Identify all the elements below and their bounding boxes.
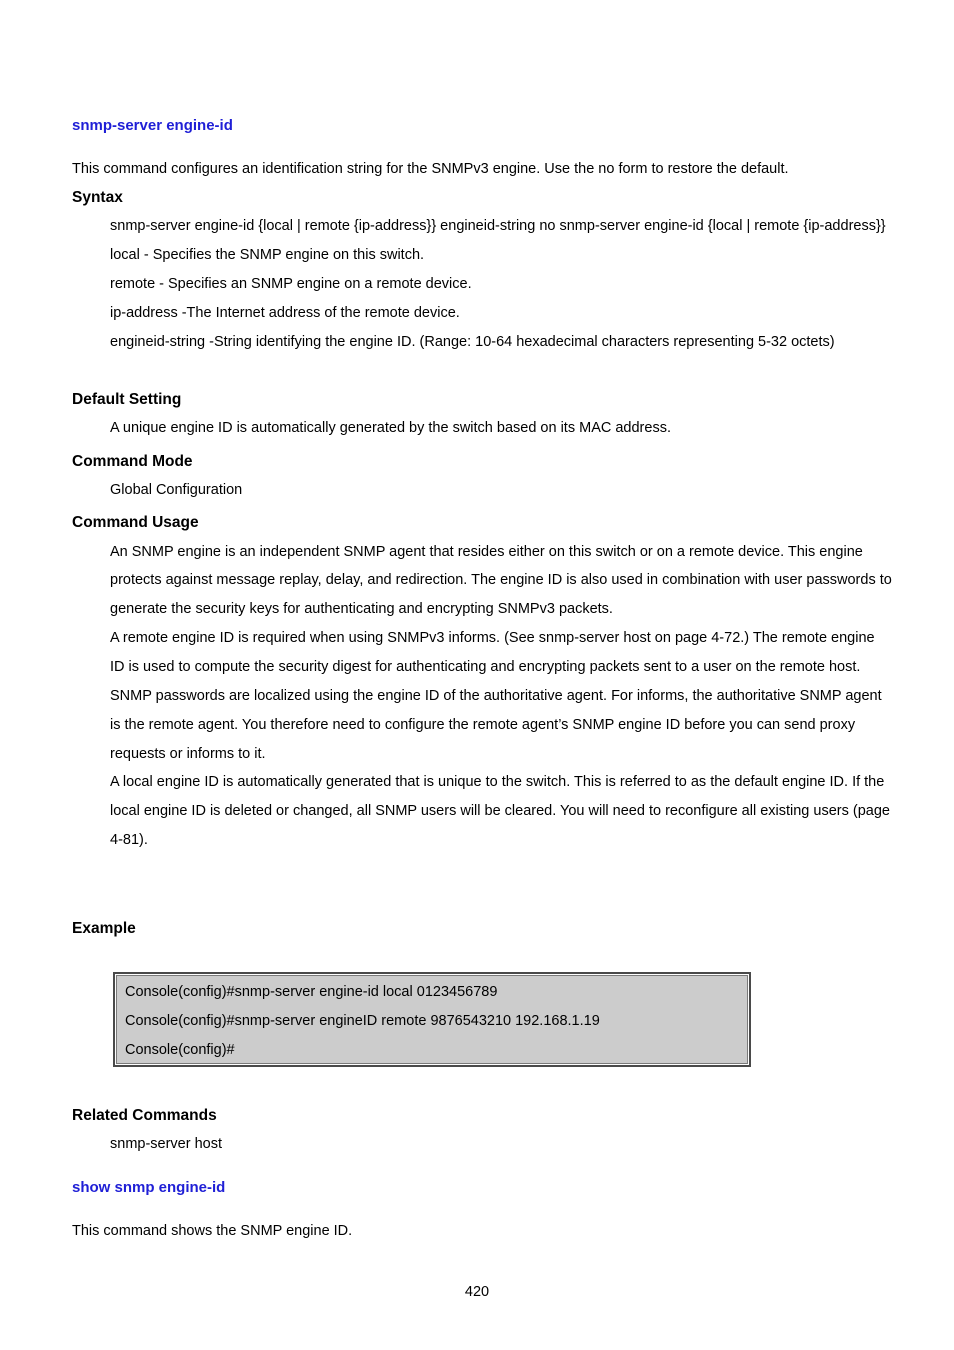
usage-line: 4-81). <box>110 832 148 848</box>
default-setting-text: A unique engine ID is automatically generated by the switch based on its MAC address. <box>110 420 671 436</box>
syntax-line: engineid-string -String identifying the engine ID. (Range: 10-64 hexadecimal characters representing 5-32 octets) <box>110 334 835 350</box>
usage-line: An SNMP engine is an independent SNMP agent that resides either on this switch or on a remote device. This engine <box>110 544 863 560</box>
usage-line: is the remote agent. You therefore need to configure the remote agent’s SNMP engine ID before you can send proxy <box>110 717 856 733</box>
related-commands-heading: Related Commands <box>72 1107 217 1124</box>
usage-line: A local engine ID is automatically generated that is unique to the switch. This is referred to as the default engine ID. If the <box>110 774 885 790</box>
page-number: 420 <box>464 1284 490 1300</box>
command-title-2: show snmp engine-id <box>72 1179 226 1196</box>
command-description: This command configures an identification string for the SNMPv3 engine. Use the no form to restore the default. <box>72 161 789 177</box>
syntax-line: remote - Specifies an SNMP engine on a remote device. <box>110 276 472 292</box>
usage-line: A remote engine ID is required when using SNMPv3 informs. (See snmp-server host on page 4-72.) The remote engine <box>110 630 875 646</box>
syntax-line: snmp-server engine-id {local | remote {ip-address}} engineid-string no snmp-server engine-id {local | remote {ip-address}} <box>110 218 886 234</box>
usage-line: generate the security keys for authenticating and encrypting SNMPv3 packets. <box>110 601 613 617</box>
console-line: Console(config)# <box>125 1042 235 1058</box>
usage-line: local engine ID is deleted or changed, all SNMP users will be cleared. You will need to reconfigure all existing users (page <box>110 803 890 819</box>
console-line: Console(config)#snmp-server engineID remote 9876543210 192.168.1.19 <box>125 1013 600 1029</box>
example-heading: Example <box>72 920 136 937</box>
command-usage-heading: Command Usage <box>72 514 199 531</box>
usage-line: requests or informs to it. <box>110 746 266 762</box>
related-command-link: snmp-server host <box>110 1136 223 1152</box>
command-mode-heading: Command Mode <box>72 453 193 470</box>
syntax-heading: Syntax <box>72 189 123 206</box>
syntax-line: local - Specifies the SNMP engine on this switch. <box>110 247 425 263</box>
console-line: Console(config)#snmp-server engine-id local 0123456789 <box>125 984 498 1000</box>
syntax-line: ip-address -The Internet address of the remote device. <box>110 305 460 321</box>
usage-line: protects against message replay, delay, and redirection. The engine ID is also used in combination with user passwords to <box>110 572 892 588</box>
command-description-2: This command shows the SNMP engine ID. <box>72 1223 353 1239</box>
console-example-box <box>113 972 751 1067</box>
default-setting-heading: Default Setting <box>72 391 182 408</box>
command-mode-text: Global Configuration <box>110 482 243 498</box>
usage-line: SNMP passwords are localized using the engine ID of the authoritative agent. For informs, the authoritative SNMP agent <box>110 688 882 704</box>
usage-line: ID is used to compute the security digest for authenticating and encrypting packets sent to a user on the remote host. <box>110 659 861 675</box>
command-title: snmp-server engine-id <box>72 117 233 134</box>
